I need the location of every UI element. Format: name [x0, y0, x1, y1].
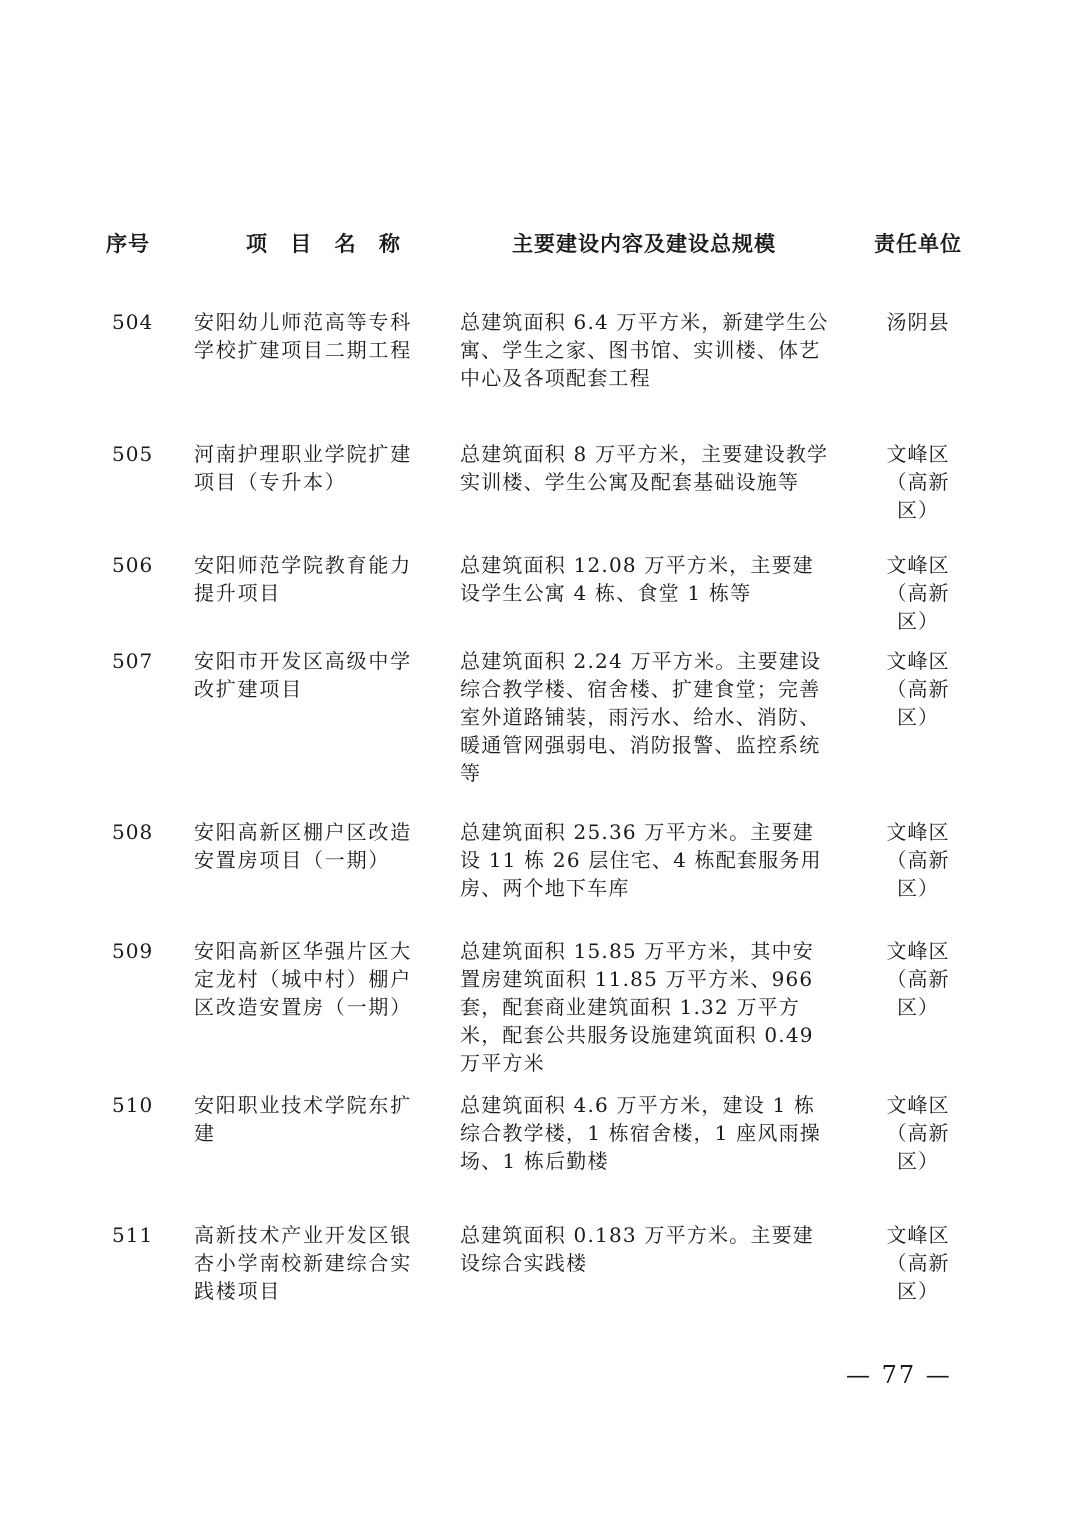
- row-seq: 511: [112, 1223, 154, 1247]
- table-header: [0, 228, 1080, 264]
- row-name: 安阳职业技术学院东扩建: [194, 1093, 412, 1145]
- row-unit: 文峰区（高新区）: [886, 649, 950, 729]
- row-seq: 508: [112, 820, 154, 844]
- row-name: 安阳高新区棚户区改造安置房项目（一期）: [194, 820, 412, 872]
- row-content: 总建筑面积 2.24 万平方米。主要建设综合教学楼、宿舍楼、扩建食堂；完善室外道路铺装，雨污水、给水、消防、暖通管网强弱电、消防报警、监控系统等: [460, 649, 822, 785]
- row-name: 河南护理职业学院扩建项目（专升本）: [194, 442, 412, 494]
- row-name: 高新技术产业开发区银杏小学南校新建综合实践楼项目: [194, 1223, 412, 1303]
- header-name: 项 目 名 称: [246, 232, 408, 256]
- row-seq: 505: [112, 442, 154, 466]
- row-unit: 文峰区（高新区）: [886, 1223, 950, 1303]
- row-unit: 文峰区（高新区）: [886, 553, 950, 633]
- row-content: 总建筑面积 0.183 万平方米。主要建设综合实践楼: [460, 1223, 814, 1275]
- row-seq: 506: [112, 553, 154, 577]
- row-unit: 文峰区（高新区）: [886, 820, 950, 900]
- row-unit: 文峰区（高新区）: [886, 1093, 950, 1173]
- page-number: — 77 —: [846, 1361, 952, 1389]
- row-seq: 504: [112, 310, 154, 334]
- row-content: 总建筑面积 4.6 万平方米，建设 1 栋综合教学楼，1 栋宿舍楼，1 座风雨操场、1 栋后勤楼: [460, 1093, 821, 1173]
- row-content: 总建筑面积 12.08 万平方米，主要建设学生公寓 4 栋、食堂 1 栋等: [460, 553, 814, 605]
- row-name: 安阳市开发区高级中学改扩建项目: [194, 649, 412, 701]
- header-unit: 责任单位: [874, 232, 962, 256]
- row-content: 总建筑面积 8 万平方米，主要建设教学实训楼、学生公寓及配套基础设施等: [460, 442, 829, 494]
- row-unit: 文峰区（高新区）: [886, 442, 950, 522]
- row-content: 总建筑面积 15.85 万平方米，其中安置房建筑面积 11.85 万平方米、966 套，配套商业建筑面积 1.32 万平方米，配套公共服务设施建筑面积 0.49 万平方米: [460, 939, 814, 1075]
- row-unit: 汤阴县: [886, 310, 950, 334]
- row-name: 安阳幼儿师范高等专科学校扩建项目二期工程: [194, 310, 412, 362]
- row-seq: 510: [112, 1093, 154, 1117]
- header-content: 主要建设内容及建设总规模: [512, 232, 776, 256]
- row-seq: 507: [112, 649, 154, 673]
- row-content: 总建筑面积 25.36 万平方米。主要建设 11 栋 26 层住宅、4 栋配套服务用房、两个地下车库: [460, 820, 822, 900]
- row-unit: 文峰区（高新区）: [886, 939, 950, 1019]
- row-seq: 509: [112, 939, 154, 963]
- row-name: 安阳师范学院教育能力提升项目: [194, 553, 412, 605]
- row-content: 总建筑面积 6.4 万平方米，新建学生公寓、学生之家、图书馆、实训楼、体艺中心及各项配套工程: [460, 310, 829, 390]
- header-seq: 序号: [106, 232, 150, 256]
- row-name: 安阳高新区华强片区大定龙村（城中村）棚户区改造安置房（一期）: [194, 939, 412, 1019]
